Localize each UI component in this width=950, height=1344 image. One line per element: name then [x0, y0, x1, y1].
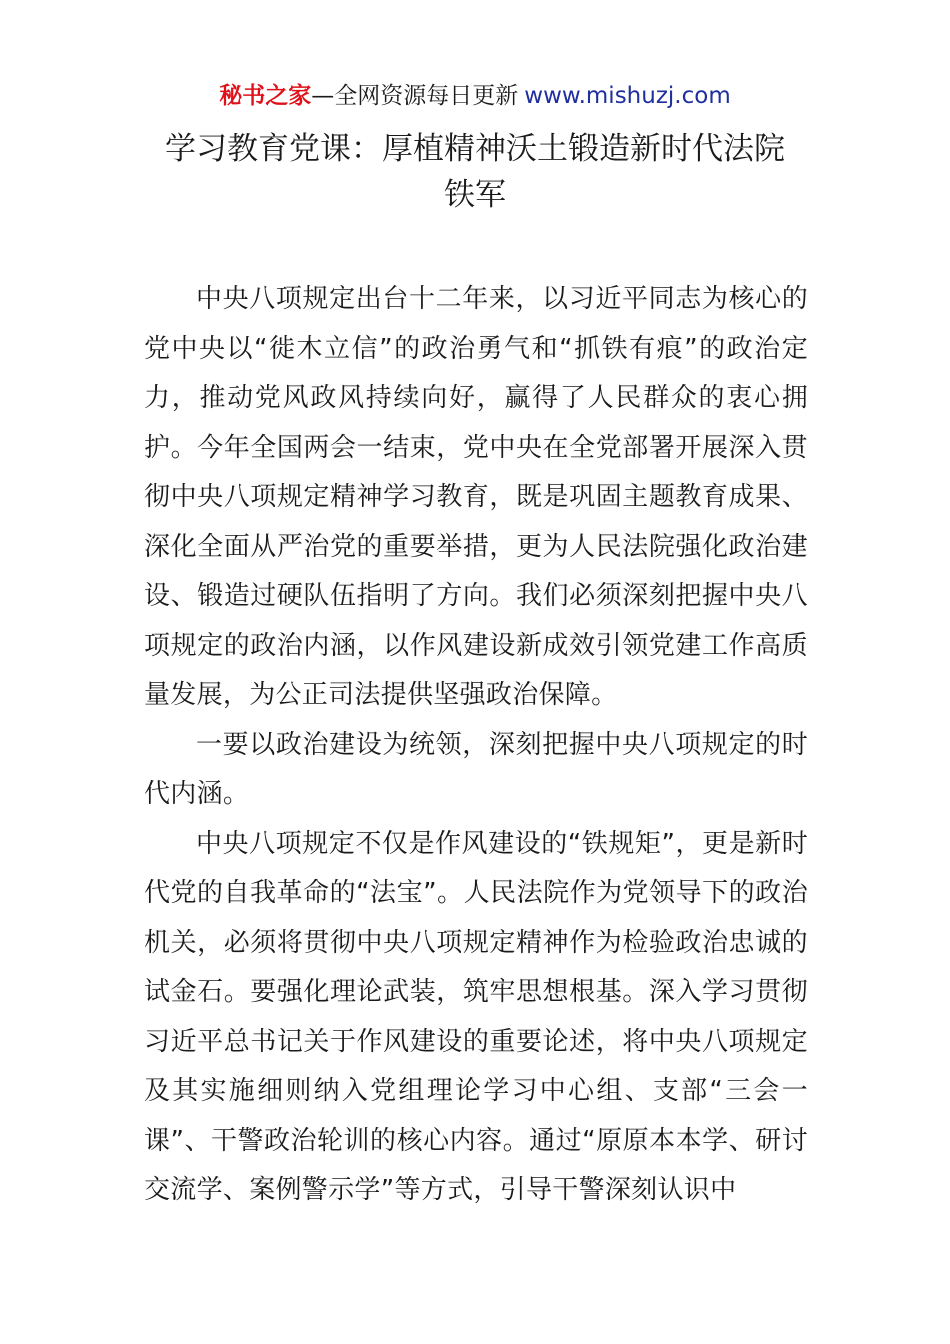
site-url-link[interactable]: www.mishuzj.com [524, 83, 731, 109]
body-paragraph: 中央八项规定不仅是作风建设的“铁规矩”，更是新时代党的自我革命的“法宝”。人民法院作为党领导下的政治机关，必须将贯彻中央八项规定精神作为检验政治忠诚的试金石。要强化理论武装，筑牢思想根基。深入学习贯彻习近平总书记关于作风建设的重要论述，将中央八项规定及其实施细则纳入党组理论学习中心组、支部“三会一课”、干警政治轮训的核心内容。通过“原原本本学、研讨交流学、案例警示学”等方式，引导干警深刻认识中 [144, 828, 808, 1205]
document-title [140, 126, 810, 218]
site-header [0, 80, 950, 112]
document-title-line-1: 学习教育党课：厚植精神沃土锻造新时代法院 [165, 131, 785, 167]
site-name: 秘书之家 [219, 83, 312, 109]
body-paragraph: 中央八项规定出台十二年来，以习近平同志为核心的党中央以“徙木立信”的政治勇气和“抓铁有痕”的政治定力，推动党风政风持续向好，赢得了人民群众的衷心拥护。今年全国两会一结束，党中央在全党部署开展深入贯彻中央八项规定精神学习教育，既是巩固主题教育成果、深化全面从严治党的重要举措，更为人民法院强化政治建设、锻造过硬队伍指明了方向。我们必须深刻把握中央八项规定的政治内涵，以作风建设新成效引领党建工作高质量发展，为公正司法提供坚强政治保障。 [144, 284, 808, 710]
section-heading-paragraph: 一要以政治建设为统领，深刻把握中央八项规定的时代内涵。 [144, 729, 808, 809]
document-title-line-2: 铁军 [444, 177, 506, 213]
document-body [144, 275, 808, 1216]
site-tagline: —全网资源每日更新 [311, 83, 519, 109]
